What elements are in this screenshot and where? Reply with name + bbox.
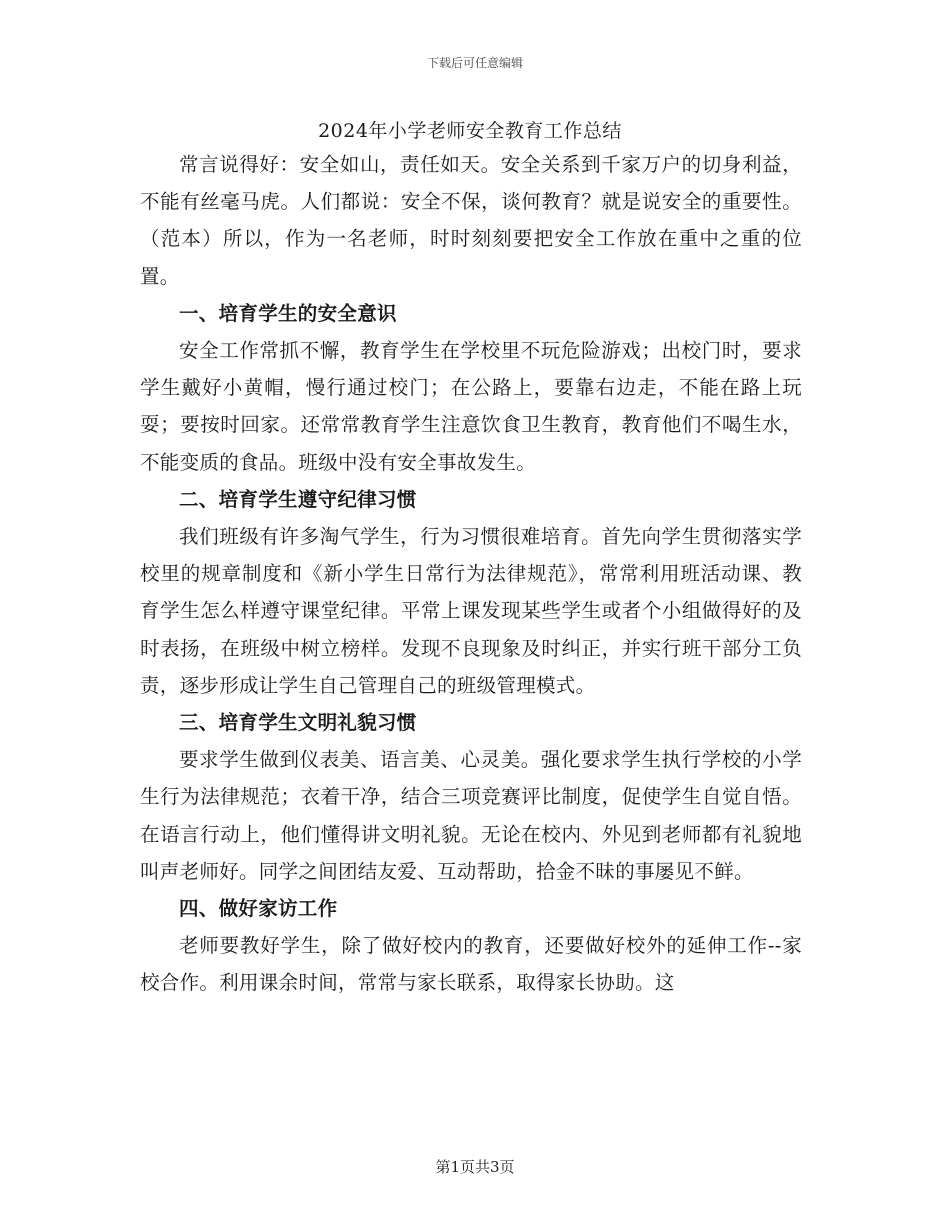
- section-heading-1: 一、培育学生的安全意识: [179, 301, 397, 325]
- section-paragraph-1: 安全工作常抓不懈，教育学生在学校里不玩危险游戏；出校门时，要求学生戴好小黄帽，慢行通过校门；在公路上，要靠右边走，不能在路上玩耍；要按时回家。还常常教育学生注意饮食卫生教育，教育他们不喝生水，不能变质的食品。班级中没有安全事故发生。: [140, 339, 802, 474]
- section-paragraph-2: 我们班级有许多淘气学生，行为习惯很难培育。首先向学生贯彻落实学校里的规章制度和《新小学生日常行为法律规范》，常常利用班活动课、教育学生怎么样遵守课堂纪律。平常上课发现某些学生或者个小组做得好的及时表扬，在班级中树立榜样。发现不良现象及时纠正，并实行班干部分工负责，逐步形成让学生自己管理自己的班级管理模式。: [140, 525, 802, 697]
- page-number: 第1页共3页: [435, 1158, 515, 1176]
- header-note: 下载后可任意编辑: [426, 56, 523, 70]
- section-heading-3: 三、培育学生文明礼貌习惯: [179, 711, 417, 735]
- section-heading-4: 四、做好家访工作: [179, 897, 338, 921]
- intro-paragraph: 常言说得好：安全如山，责任如天。安全关系到千家万户的切身利益，不能有丝毫马虎。人们都说：安全不保，谈何教育？就是说安全的重要性。（范本）所以，作为一名老师，时时刻刻要把安全工作放在重中之重的位置。: [140, 153, 802, 288]
- document-title: 2024年小学老师安全教育工作总结: [318, 120, 622, 142]
- section-paragraph-3: 要求学生做到仪表美、语言美、心灵美。强化要求学生执行学校的小学生行为法律规范；衣着干净，结合三项竞赛评比制度，促使学生自觉自悟。在语言行动上，他们懂得讲文明礼貌。无论在校内、外见到老师都有礼貌地叫声老师好。同学之间团结友爱、互动帮助，拾金不昧的事屡见不鲜。: [140, 748, 802, 883]
- document-body: [140, 146, 802, 1002]
- section-paragraph-4: 老师要教好学生，除了做好校内的教育，还要做好校外的延伸工作--家校合作。利用课余时间，常常与家长联系，取得家长协助。这: [140, 934, 802, 995]
- section-heading-2: 二、培育学生遵守纪律习惯: [179, 487, 417, 511]
